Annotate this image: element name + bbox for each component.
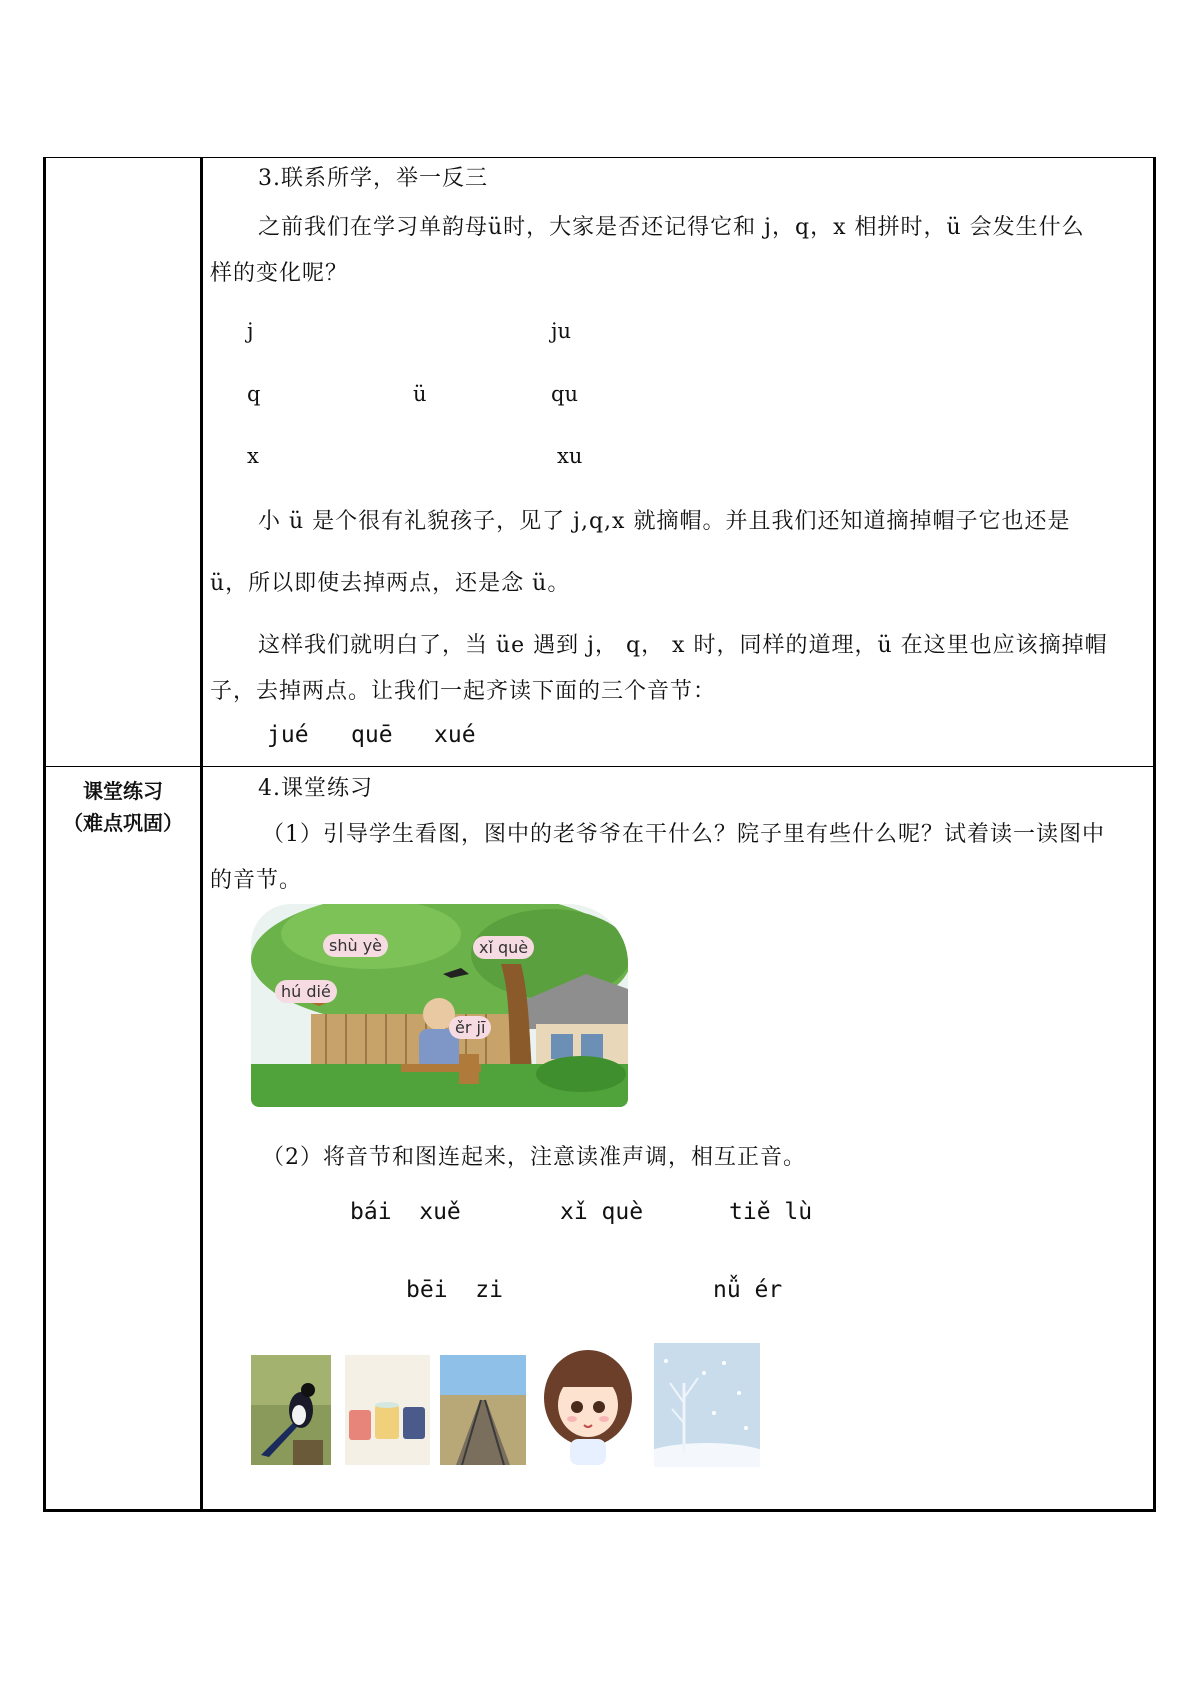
diagram-middle-u: ü — [413, 382, 427, 406]
section3-heading: 3.联系所学，举一反三 — [258, 166, 488, 191]
section3-p1-line2: 样的变化呢？ — [210, 261, 349, 286]
row-label — [46, 775, 200, 839]
section3-p3-line1: 这样我们就明白了，当 üe 遇到 j， q， x 时，同样的道理，ü 在这里也应该摘掉帽 — [258, 633, 1108, 658]
syllable-tielu: tiě lù — [729, 1199, 813, 1225]
girl-illustration — [538, 1343, 638, 1465]
diagram-left-j: j — [247, 319, 254, 343]
section3-p2-line1: 小 ü 是个很有礼貌孩子，见了 j,q,x 就摘帽。并且我们还知道摘掉帽子它也还是 — [258, 509, 1071, 534]
section4-q1-line2: 的音节。 — [210, 868, 303, 893]
section4-q2: （2）将音节和图连起来，注意读准声调，相互正音。 — [262, 1145, 806, 1170]
scene-label-erji: ěr jī — [449, 1016, 491, 1039]
syllable-baixue: bái xuě — [350, 1199, 461, 1225]
courtyard-illustration — [251, 904, 628, 1107]
row-divider — [46, 766, 1153, 767]
cups-photo — [345, 1355, 430, 1465]
section4-q1-line1: （1）引导学生看图，图中的老爷爷在干什么？院子里有些什么呢？试着读一读图中 — [262, 822, 1105, 847]
section3-p2-line2: ü，所以即使去掉两点，还是念 ü。 — [210, 571, 571, 596]
syllable-xique: xǐ què — [560, 1199, 644, 1225]
scene-label-xique: xǐ què — [473, 936, 534, 959]
railway-photo — [440, 1355, 526, 1465]
column-divider — [200, 158, 203, 1509]
scene-label-hudie: hú dié — [275, 980, 337, 1003]
syllable-que: quē — [351, 722, 393, 748]
syllable-jue: jué — [267, 722, 309, 748]
snow-tree-photo — [654, 1343, 760, 1467]
syllable-xue: xué — [434, 722, 476, 748]
section3-p3-line2: 子，去掉两点。让我们一起齐读下面的三个音节： — [210, 679, 717, 704]
row-label-line2: （难点巩固） — [63, 811, 183, 835]
diagram-right-xu: xu — [557, 444, 583, 468]
courtyard-scene-svg — [251, 904, 628, 1107]
diagram-left-q: q — [247, 382, 261, 406]
section3-p1-line1: 之前我们在学习单韵母ü时，大家是否还记得它和 j，q，x 相拼时，ü 会发生什么 — [258, 215, 1085, 240]
diagram-right-qu: qu — [551, 382, 578, 406]
syllable-nuer: nǚ ér — [713, 1277, 783, 1303]
row-label-line1: 课堂练习 — [83, 779, 163, 803]
section4-heading: 4.课堂练习 — [258, 776, 373, 801]
diagram-right-ju: ju — [551, 319, 572, 343]
diagram-left-x: x — [247, 444, 259, 468]
magpie-photo — [251, 1355, 331, 1465]
syllable-beizi: bēi zi — [406, 1277, 503, 1303]
scene-label-shuye: shù yè — [323, 934, 388, 957]
